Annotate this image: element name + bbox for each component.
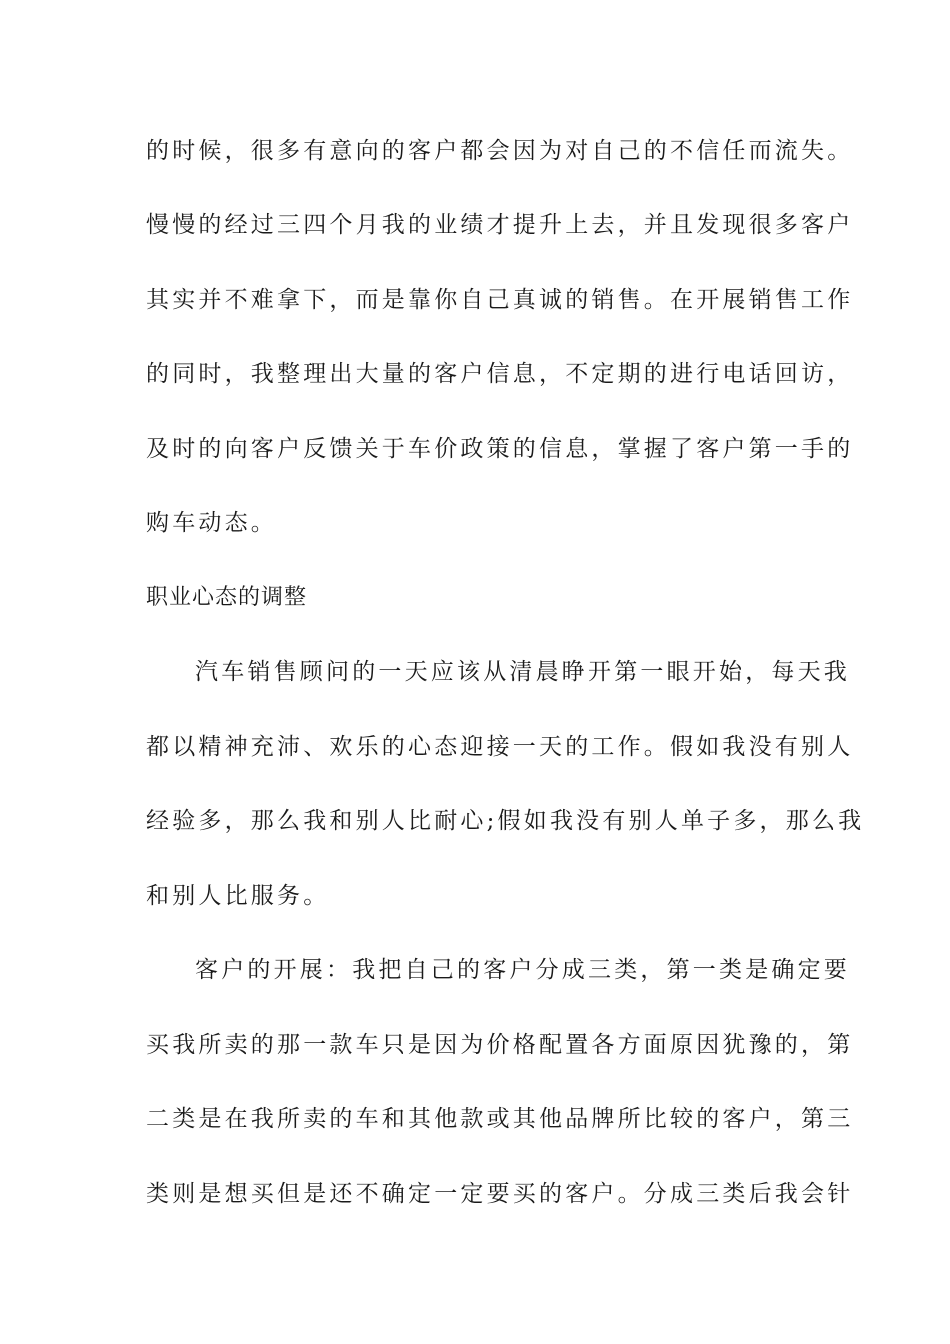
body-text-line: 和别人比服务。 <box>146 883 330 909</box>
body-text-line: 经验多，那么我和别人比耐心;假如我没有别人单子多，那么我 <box>146 808 865 834</box>
body-text-line: 类则是想买但是还不确定一定要买的客户。分成三类后我会针 <box>146 1181 854 1207</box>
body-text-line: 其实并不难拿下，而是靠你自己真诚的销售。在开展销售工作 <box>146 287 854 313</box>
body-text-line: 的时候，很多有意向的客户都会因为对自己的不信任而流失。 <box>146 138 854 164</box>
paragraph-first-line: 客户的开展：我把自己的客户分成三类，第一类是确定要 <box>195 957 850 983</box>
body-text-line: 购车动态。 <box>146 510 277 536</box>
body-text-line: 买我所卖的那一款车只是因为价格配置各方面原因犹豫的，第 <box>146 1032 854 1058</box>
paragraph-first-line: 汽车销售顾问的一天应该从清晨睁开第一眼开始，每天我 <box>195 659 850 685</box>
section-heading: 职业心态的调整 <box>146 585 308 610</box>
body-text-line: 及时的向客户反馈关于车价政策的信息，掌握了客户第一手的 <box>146 436 854 462</box>
body-text-line: 都以精神充沛、欢乐的心态迎接一天的工作。假如我没有别人 <box>146 734 854 760</box>
body-text-line: 的同时，我整理出大量的客户信息，不定期的进行电话回访， <box>146 361 854 387</box>
body-text-line: 二类是在我所卖的车和其他款或其他品牌所比较的客户，第三 <box>146 1106 854 1132</box>
body-text-line: 慢慢的经过三四个月我的业绩才提升上去，并且发现很多客户 <box>146 212 854 238</box>
